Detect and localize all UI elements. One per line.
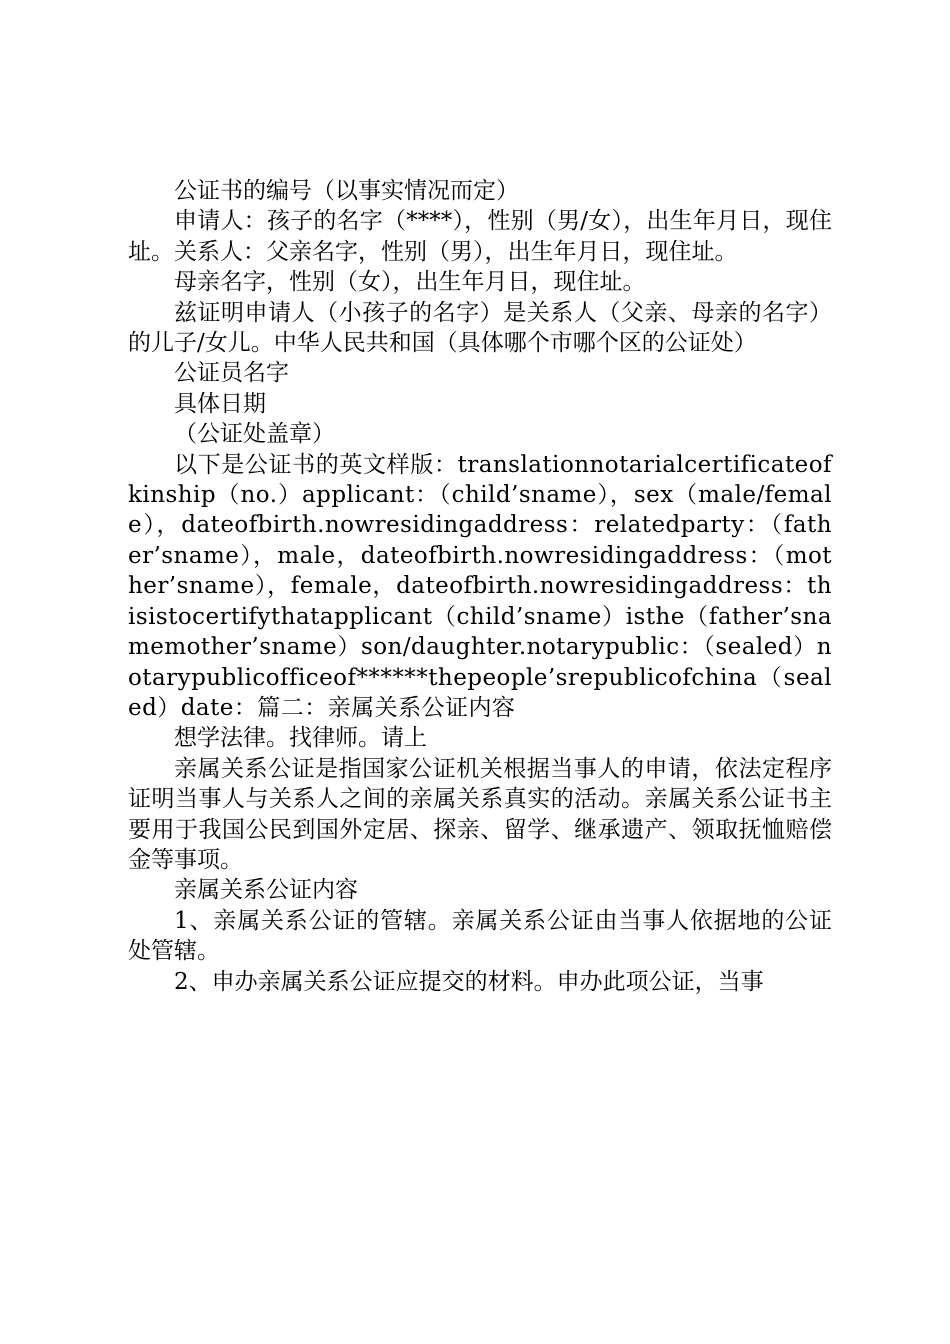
applicant-paragraph: 申请人：孩子的名字（****），性别（男/女），出生年月日，现住址。关系人：父亲名字，性别（男），出生年月日，现住址。 — [128, 208, 832, 265]
date-line: 具体日期 — [174, 390, 266, 417]
kinship-definition-paragraph: 亲属关系公证是指国家公证机关根据当事人的申请，依法定程序证明当事人与关系人之间的亲属关系真实的活动。亲属关系公证书主要用于我国公民到国外定居、探亲、留学、继承遗产、领取抚恤赔偿金等事项。 — [128, 755, 832, 873]
kinship-content-heading: 亲属关系公证内容 — [174, 877, 358, 904]
lawyer-line: 想学法律。找律师。请上 — [174, 725, 427, 752]
mother-paragraph: 母亲名字，性别（女），出生年月日，现住址。 — [174, 269, 646, 296]
notary-name-line: 公证员名字 — [174, 360, 289, 387]
document-page — [128, 176, 832, 997]
english-sample-paragraph: 以下是公证书的英文样版：translationnotarialcertificateofkinship（no.）applicant：（child’sname），sex（male/female），dateofbirth.nowresidingaddress：relatedparty：（father’sname），male，dateofbirth.nowresidingaddress：（mother’sname），female，dateofbirth.nowresidingaddress：thisistocertifythatapplicant（child’sname）isthe（father’snamemother’sname）son/daughter.notarypublic：（sealed）notarypublicofficeof******thepeople’srepublicofchina（sealed）date：篇二：亲属关系公证内容 — [128, 451, 832, 721]
certification-paragraph: 兹证明申请人（小孩子的名字）是关系人（父亲、母亲的名字）的儿子/女儿。中华人民共和国（具体哪个市哪个区的公证处） — [128, 299, 832, 357]
jurisdiction-paragraph: 1、亲属关系公证的管辖。亲属关系公证由当事人依据地的公证处管辖。 — [128, 907, 832, 965]
certificate-number-line: 公证书的编号（以事实情况而定） — [174, 178, 519, 204]
materials-paragraph: 2、申办亲属关系公证应提交的材料。申办此项公证，当事 — [174, 968, 764, 995]
seal-line: （公证处盖章） — [174, 421, 335, 448]
